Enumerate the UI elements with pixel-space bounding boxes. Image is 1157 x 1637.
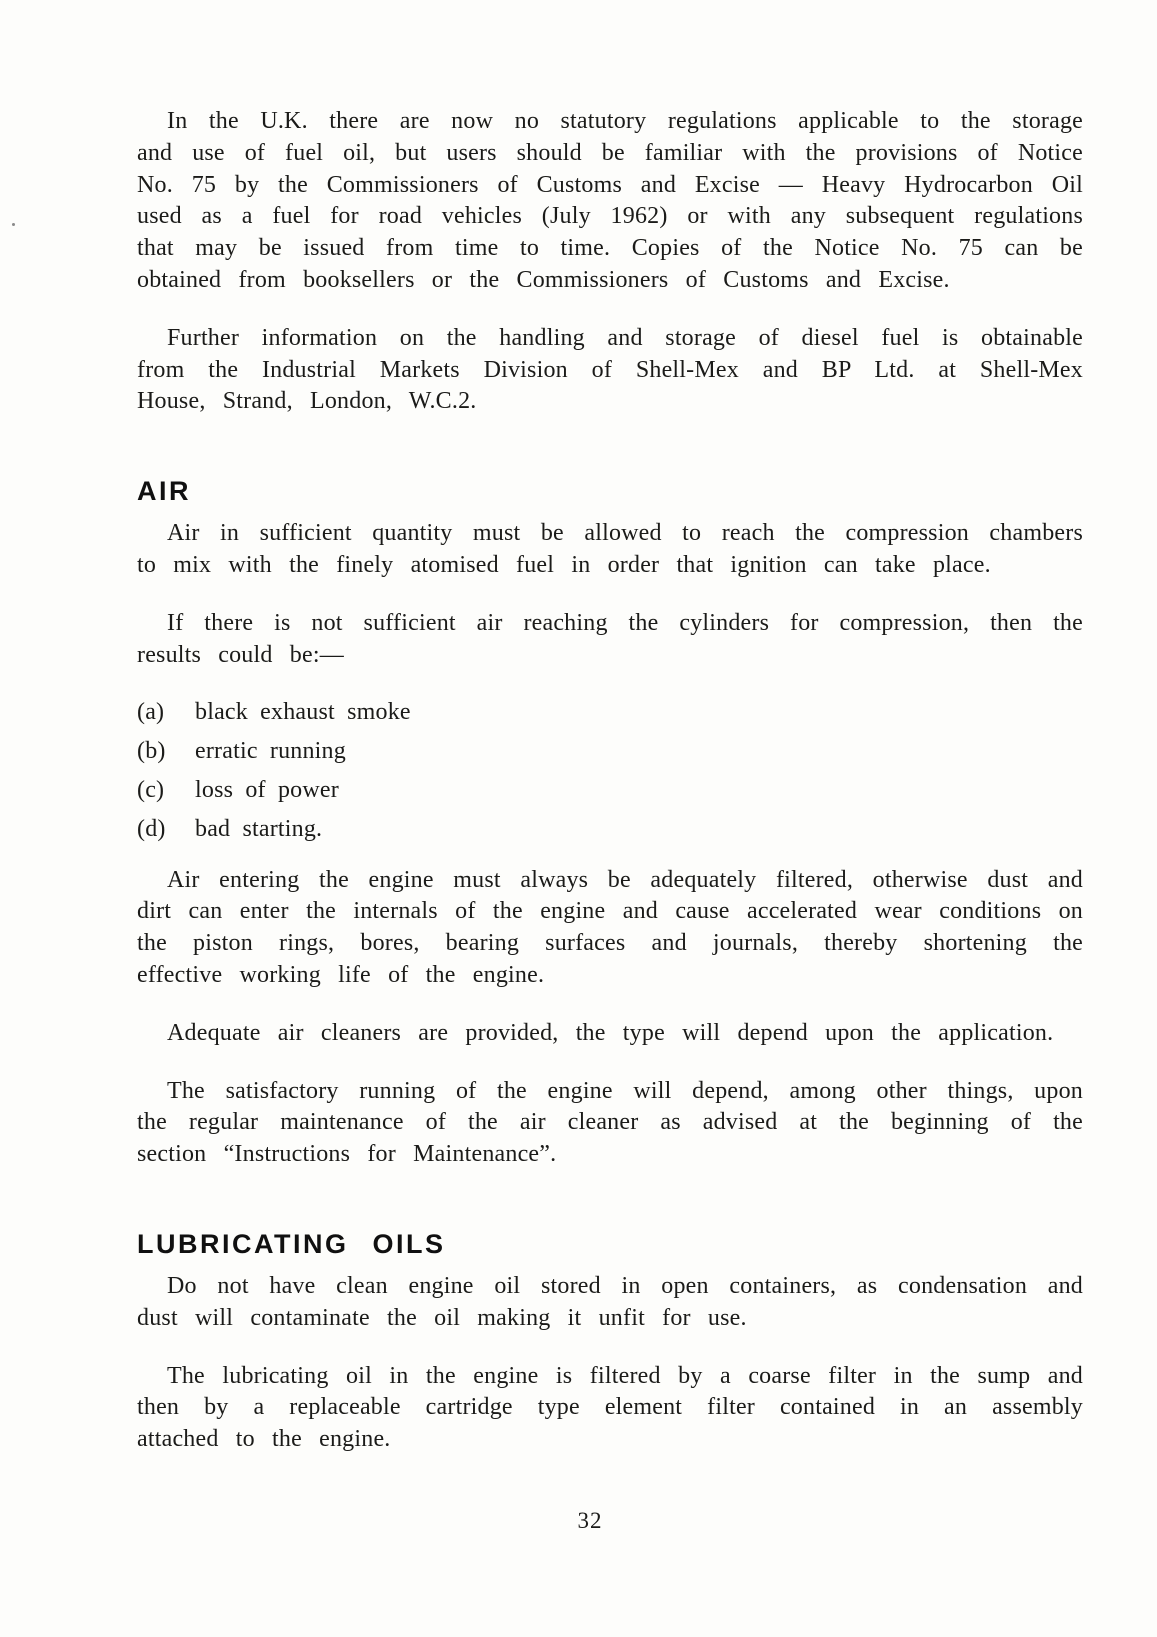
list-item-text: erratic running [195, 738, 346, 765]
list-item-erratic-running [137, 736, 1083, 768]
list-item-label: (b) [137, 738, 166, 765]
paragraph-oil-storage: Do not have clean engine oil stored in open containers, as condensation and dust will contaminate the oil making it unfit for use. [137, 1272, 1083, 1331]
list-item-label: (c) [137, 776, 165, 803]
paragraph-air-cleaner-maintenance: The satisfactory running of the engine will depend, among other things, upon the regular maintenance of the air cleaner as advised at the beginning of the section “Instructions for Maintenance”. [137, 1077, 1083, 1168]
paragraph-air-filtering: Air entering the engine must always be adequately filtered, otherwise dust and dirt can enter the internals of the engine and cause accelerated wear conditions on the piston rings, bores, bearing surfaces and journals, thereby shortening the effective working life of the engine. [137, 866, 1083, 988]
paragraph-oil-filtering: The lubricating oil in the engine is filtered by a coarse filter in the sump and then by a replaceable cartridge type element filter contained in an assembly attached to the engine. [137, 1362, 1083, 1453]
page-number: 32 [577, 1507, 603, 1533]
list-item-black-exhaust-smoke [137, 697, 1083, 729]
list-item-text: bad starting. [195, 815, 323, 842]
paragraph-further-information: Further information on the handling and storage of diesel fuel is obtainable from the Industrial Markets Division of Shell-Mex and BP Ltd. at Shell-Mex House, Strand, London, W.C.2. [137, 324, 1083, 415]
section-heading-air: AIR [137, 476, 191, 507]
section-heading-lubricating-oils: LUBRICATING OILS [137, 1228, 446, 1259]
scan-artifact-dot [12, 223, 15, 226]
list-item-bad-starting [137, 814, 1083, 846]
paragraph-insufficient-air: If there is not sufficient air reaching the cylinders for compression, then the results could be:— [137, 609, 1083, 668]
page-content [137, 106, 1083, 1534]
list-item-label: (d) [137, 815, 166, 842]
paragraph-uk-fuel-regulations: In the U.K. there are now no statutory regulations applicable to the storage and use of fuel oil, but users should be familiar with the provisions of Notice No. 75 by the Commissioners of Customs and Excise — Heavy Hydrocarbon Oil used as a fuel for road vehicles (July 1962) or with any subsequent regulations that may be issued from time to time. Copies of the Notice No. 75 can be obtained from booksellers or the Commissioners of Customs and Excise. [137, 108, 1083, 293]
list-item-label: (a) [137, 699, 165, 726]
list-item-loss-of-power [137, 775, 1083, 807]
list-item-text: loss of power [195, 776, 339, 803]
paragraph-air-cleaners: Adequate air cleaners are provided, the type will depend upon the application. [167, 1019, 1054, 1046]
list-item-text: black exhaust smoke [195, 699, 411, 726]
paragraph-air-quantity: Air in sufficient quantity must be allowed to reach the compression chambers to mix with the finely atomised fuel in order that ignition can take place. [137, 520, 1083, 578]
insufficient-air-results-list [137, 697, 1083, 852]
